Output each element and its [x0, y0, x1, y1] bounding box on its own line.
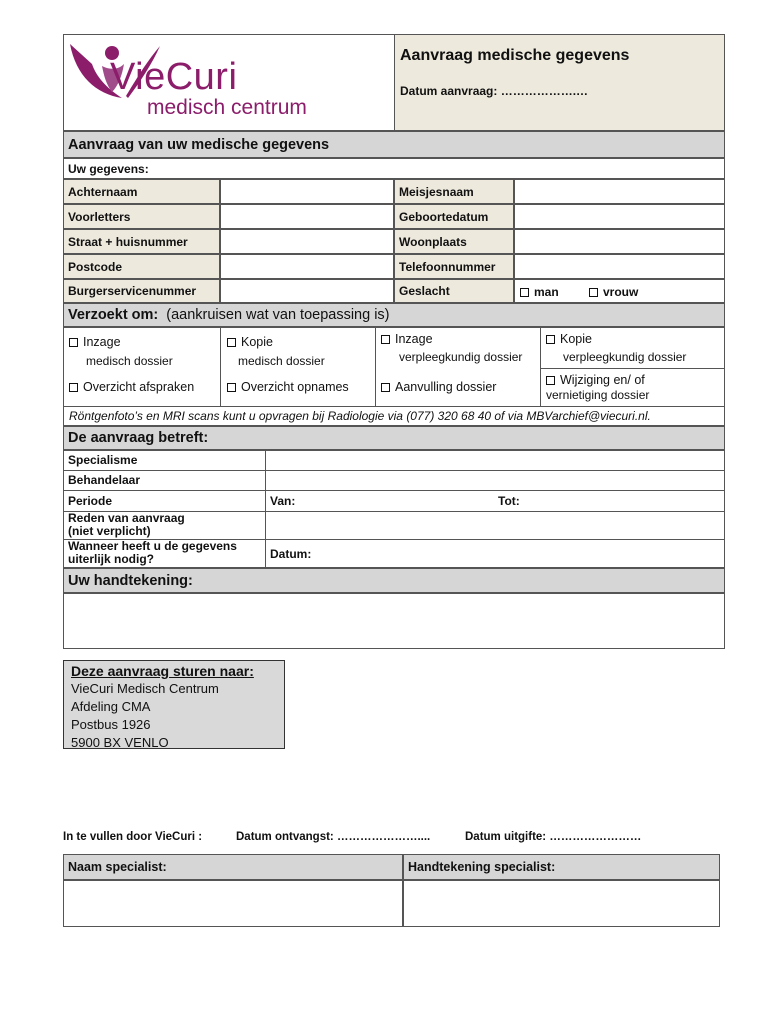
checkbox-inzage-medisch[interactable] — [69, 338, 78, 347]
label-telefoonnummer: Telefoonnummer — [394, 254, 514, 279]
label-meisjesnaam: Meisjesnaam — [394, 179, 514, 204]
address-title: Deze aanvraag sturen naar: — [71, 663, 254, 679]
address-line: VieCuri Medisch Centrum — [71, 681, 219, 696]
label-behandelaar: Behandelaar — [68, 473, 141, 487]
gender-option-man[interactable]: man — [520, 285, 559, 299]
label-reden: Reden van aanvraag (niet verplicht) — [68, 511, 185, 538]
specialist-name-input[interactable] — [63, 880, 403, 927]
label-straat: Straat + huisnummer — [63, 229, 220, 254]
radiology-note: Röntgenfoto’s en MRI scans kunt u opvragen bij Radiologie via (077) 320 68 40 of via MBVarchief@viecuri.nl. — [63, 406, 725, 426]
section-request-title — [63, 303, 725, 327]
label-geslacht: Geslacht — [394, 279, 514, 303]
section-personal-title: Aanvraag van uw medische gegevens — [63, 131, 725, 158]
label-voorletters: Voorletters — [63, 204, 220, 229]
input-meisjesnaam[interactable] — [514, 179, 725, 204]
label-periode: Periode — [68, 493, 113, 508]
input-postcode[interactable] — [220, 254, 394, 279]
checkbox-vrouw[interactable] — [589, 288, 598, 297]
checkbox-kopie-medisch[interactable] — [227, 338, 236, 347]
input-geboortedatum[interactable] — [514, 204, 725, 229]
address-line: 5900 BX VENLO — [71, 735, 169, 750]
label-woonplaats: Woonplaats — [394, 229, 514, 254]
option-overzicht-afspraken[interactable]: Overzicht afspraken — [69, 379, 194, 396]
address-line: Afdeling CMA — [71, 699, 151, 714]
input-achternaam[interactable] — [220, 179, 394, 204]
section-request-hint: (aankruisen wat van toepassing is) — [166, 307, 390, 323]
checkbox-overzicht-opnames[interactable] — [227, 383, 236, 392]
specialist-name-label: Naam specialist: — [63, 854, 403, 880]
input-straat[interactable] — [220, 229, 394, 254]
address-line: Postbus 1926 — [71, 717, 151, 732]
option-inzage-medisch[interactable]: Inzage medisch dossier — [69, 334, 173, 370]
label-specialisme: Specialisme — [68, 453, 138, 467]
section-signature-title: Uw handtekening: — [63, 568, 725, 593]
office-label: In te vullen door VieCuri : — [63, 831, 203, 843]
request-date-field[interactable]: Datum aanvraag: ……………….… — [400, 84, 589, 98]
section-subject-title: De aanvraag betreft: — [63, 426, 725, 450]
label-datum-nodig[interactable]: Datum: — [270, 547, 312, 561]
label-geboortedatum: Geboortedatum — [394, 204, 514, 229]
input-bsn[interactable] — [220, 279, 394, 303]
input-behandelaar[interactable] — [266, 471, 724, 490]
checkbox-overzicht-afspraken[interactable] — [69, 383, 78, 392]
option-overzicht-opnames[interactable]: Overzicht opnames — [227, 379, 349, 396]
address-box — [63, 660, 285, 749]
option-kopie-medisch[interactable]: Kopie medisch dossier — [227, 334, 325, 370]
label-van[interactable]: Van: — [270, 493, 296, 508]
section-personal-subtitle: Uw gegevens: — [63, 158, 725, 179]
label-tot[interactable]: Tot: — [498, 493, 520, 508]
input-specialisme[interactable] — [266, 451, 724, 470]
checkbox-kopie-verpleegkundig[interactable] — [546, 335, 555, 344]
signature-box[interactable] — [63, 593, 725, 649]
date-received-field[interactable]: Datum ontvangst: ………………….... — [236, 831, 431, 843]
input-voorletters[interactable] — [220, 204, 394, 229]
label-postcode: Postcode — [63, 254, 220, 279]
checkbox-inzage-verpleegkundig[interactable] — [381, 335, 390, 344]
specialist-signature-input[interactable] — [403, 880, 720, 927]
input-telefoonnummer[interactable] — [514, 254, 725, 279]
logo-wordmark: VieCuri — [110, 56, 238, 98]
logo-subtitle: medisch centrum — [147, 96, 307, 119]
checkbox-man[interactable] — [520, 288, 529, 297]
option-aanvulling-dossier[interactable]: Aanvulling dossier — [381, 379, 496, 396]
checkbox-aanvulling-dossier[interactable] — [381, 383, 390, 392]
input-woonplaats[interactable] — [514, 229, 725, 254]
option-wijziging-dossier[interactable]: Wijziging en/ of vernietiging dossier — [546, 373, 650, 402]
checkbox-wijziging-dossier[interactable] — [546, 376, 555, 385]
option-inzage-verpleegkundig[interactable]: Inzage verpleegkundig dossier — [381, 331, 522, 366]
gender-option-vrouw[interactable]: vrouw — [589, 285, 638, 299]
input-reden[interactable] — [266, 512, 724, 539]
specialist-signature-label: Handtekening specialist: — [403, 854, 720, 880]
option-kopie-verpleegkundig[interactable]: Kopie verpleegkundig dossier — [546, 331, 686, 366]
page-title: Aanvraag medische gegevens — [400, 47, 630, 64]
label-bsn: Burgerservicenummer — [63, 279, 220, 303]
section-request-label: Verzoekt om: — [68, 307, 159, 323]
label-achternaam: Achternaam — [63, 179, 220, 204]
date-issued-field[interactable]: Datum uitgifte: …………………… — [465, 831, 642, 843]
label-wanneer: Wanneer heeft u de gegevens uiterlijk nodig? — [68, 539, 237, 566]
